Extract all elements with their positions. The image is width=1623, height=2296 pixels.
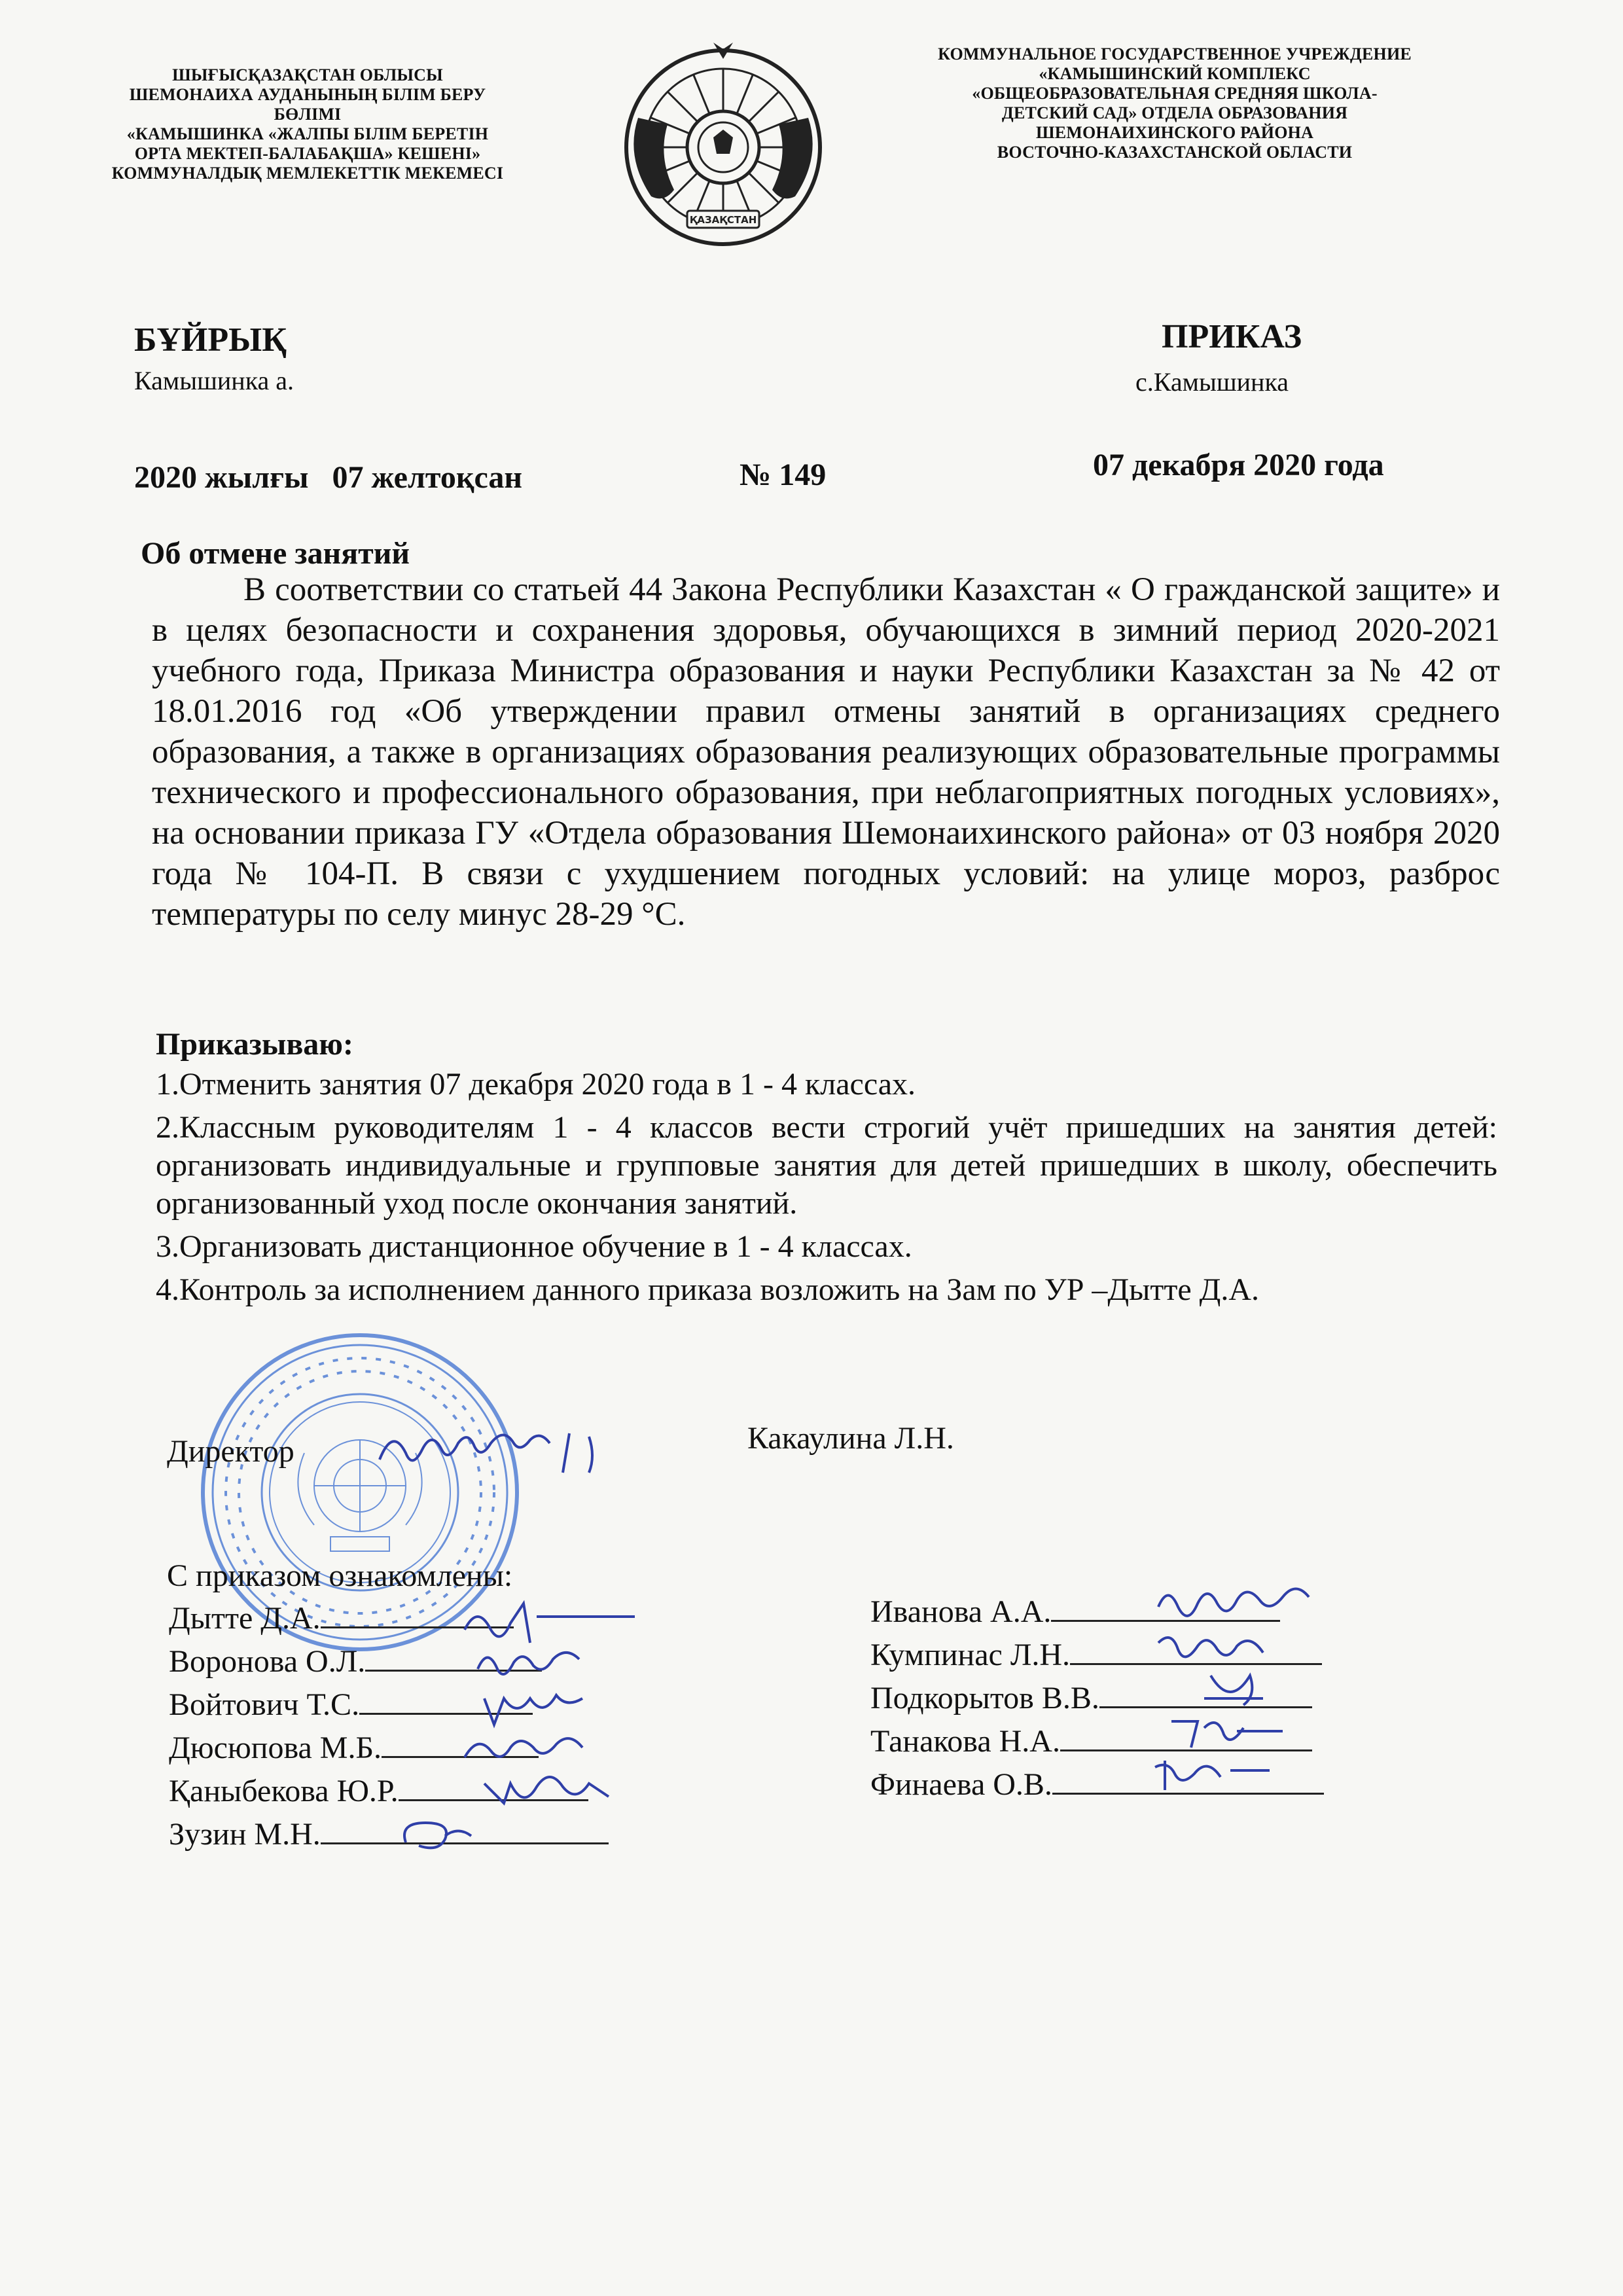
- employee-name: Зузин М.Н.: [169, 1817, 321, 1852]
- employee-name: Қаныбекова Ю.Р.: [169, 1774, 399, 1808]
- handwritten-signature-icon: [478, 1685, 609, 1731]
- employee-name: Иванова А.А.: [870, 1594, 1052, 1629]
- header-left-line: КОММУНАЛДЫҚ МЕМЛЕКЕТТІК МЕКЕМЕСІ: [111, 164, 504, 183]
- header-left-line: ШЫҒЫСҚАЗАҚСТАН ОБЛЫСЫ: [172, 65, 443, 84]
- header-right-line: «КАМЫШИНСКИЙ КОМПЛЕКС: [1039, 64, 1311, 83]
- order-body: [152, 569, 1500, 935]
- handwritten-signature-icon: [393, 1813, 491, 1859]
- header-right-line: ШЕМОНАИХИНСКОГО РАЙОНА: [1035, 123, 1314, 142]
- place-kazakh: Камышинка а.: [134, 366, 294, 395]
- handwritten-signature-icon: [1152, 1623, 1296, 1669]
- header-kazakh: [46, 65, 569, 183]
- header-russian: [844, 45, 1505, 162]
- header-left-line: ОРТА МЕКТЕП-БАЛАБАҚША» КЕШЕНІ»: [134, 144, 481, 163]
- acknowledgement-row: [169, 1813, 609, 1856]
- employee-name: Кумпинас Л.Н.: [870, 1638, 1071, 1672]
- header-right-line: КОММУНАЛЬНОЕ ГОСУДАРСТВЕННОЕ УЧРЕЖДЕНИЕ: [938, 45, 1412, 63]
- order-item: 1.Отменить занятия 07 декабря 2020 года в 1 - 4 классах.: [156, 1067, 916, 1102]
- place-russian: с.Камышинка: [1135, 367, 1289, 397]
- order-number: № 149: [740, 457, 827, 492]
- order-item: 3.Организовать дистанционное обучение в 1 - 4 классах.: [156, 1229, 912, 1264]
- director-label: Директор: [167, 1434, 294, 1469]
- header-left-line: «КАМЫШИНКА «ЖАЛПЫ БІЛІМ БЕРЕТІН: [126, 124, 489, 143]
- order-item: 2.Классным руководителям 1 - 4 классов вести строгий учёт пришедших на занятия детей: организовать индивидуальные и групповые занятия для детей пришедших в школу, обеспечить организованный уход после окончания занятий.: [156, 1110, 1497, 1221]
- employee-name: Воронова О.Л.: [169, 1644, 366, 1679]
- handwritten-signature-icon: [1152, 1751, 1283, 1797]
- employee-name: Дытте Д.А.: [169, 1601, 321, 1636]
- header-left-line: БӨЛІМІ: [274, 105, 342, 124]
- handwritten-signature-icon: [478, 1770, 628, 1816]
- order-subject: Об отмене занятий: [141, 536, 410, 571]
- title-kazakh: БҰЙРЫҚ: [134, 321, 287, 359]
- emblem-text: ҚАЗАҚСТАН: [689, 214, 757, 226]
- order-heading: Приказываю:: [156, 1027, 353, 1062]
- date-russian: 07 декабря 2020 года: [1093, 448, 1384, 482]
- handwritten-signature-icon: [458, 1728, 609, 1774]
- employee-name: Подкорытов В.В.: [870, 1681, 1099, 1715]
- director-signature-icon: [373, 1420, 622, 1479]
- employee-name: Финаева О.В.: [870, 1767, 1052, 1802]
- date-kazakh: 2020 жылғы 07 желтоқсан: [134, 460, 523, 495]
- employee-name: Танакова Н.А.: [870, 1724, 1060, 1759]
- handwritten-signature-icon: [471, 1643, 641, 1689]
- handwritten-signature-icon: [1198, 1666, 1276, 1712]
- header-right-line: ВОСТОЧНО-КАЗАХСТАНСКОЙ ОБЛАСТИ: [997, 143, 1353, 162]
- order-item: 4.Контроль за исполнением данного приказа возложить на Зам по УР –Дытте Д.А.: [156, 1272, 1260, 1307]
- handwritten-signature-icon: [1165, 1708, 1296, 1754]
- header-right-line: «ОБЩЕОБРАЗОВАТЕЛЬНАЯ СРЕДНЯЯ ШКОЛА-: [972, 84, 1378, 103]
- employee-name: Дюсюпова М.Б.: [169, 1731, 382, 1765]
- kazakhstan-emblem-icon: [615, 39, 831, 249]
- employee-name: Войтович Т.С.: [169, 1687, 360, 1722]
- acknowledgement-heading: С приказом ознакомлены:: [167, 1558, 513, 1593]
- handwritten-signature-icon: [452, 1597, 648, 1649]
- title-russian: ПРИКАЗ: [1162, 318, 1302, 355]
- order-body-paragraph: В соответствии со статьей 44 Закона Республики Казахстан « О гражданской защите» и в целях безопасности и сохранения здоровья, обучающихся в зимний период 2020-2021 учебного года, Приказа Министра образования и науки Республики Казахстан за № 42 от 18.01.2016 год «Об утверждении правил отмены занятий в организациях среднего образования, а также в организациях образования реализующих образовательные программы технического и профессионального образования, при неблагоприятных погодных условиях», на основании приказа ГУ «Отдела образования Шемонаихинского района» от 03 ноября 2020 года № 104-П. В связи с ухудшением погодных условий: на улице мороз, разброс температуры по селу минус 28-29 °С.: [152, 571, 1500, 933]
- header-left-line: ШЕМОНАИХА АУДАНЫНЫҢ БІЛІМ БЕРУ: [129, 85, 486, 104]
- director-name: Какаулина Л.Н.: [747, 1421, 954, 1456]
- header-right-line: ДЕТСКИЙ САД» ОТДЕЛА ОБРАЗОВАНИЯ: [1001, 103, 1348, 122]
- handwritten-signature-icon: [1152, 1574, 1335, 1626]
- order-items-list: [156, 1066, 1497, 1314]
